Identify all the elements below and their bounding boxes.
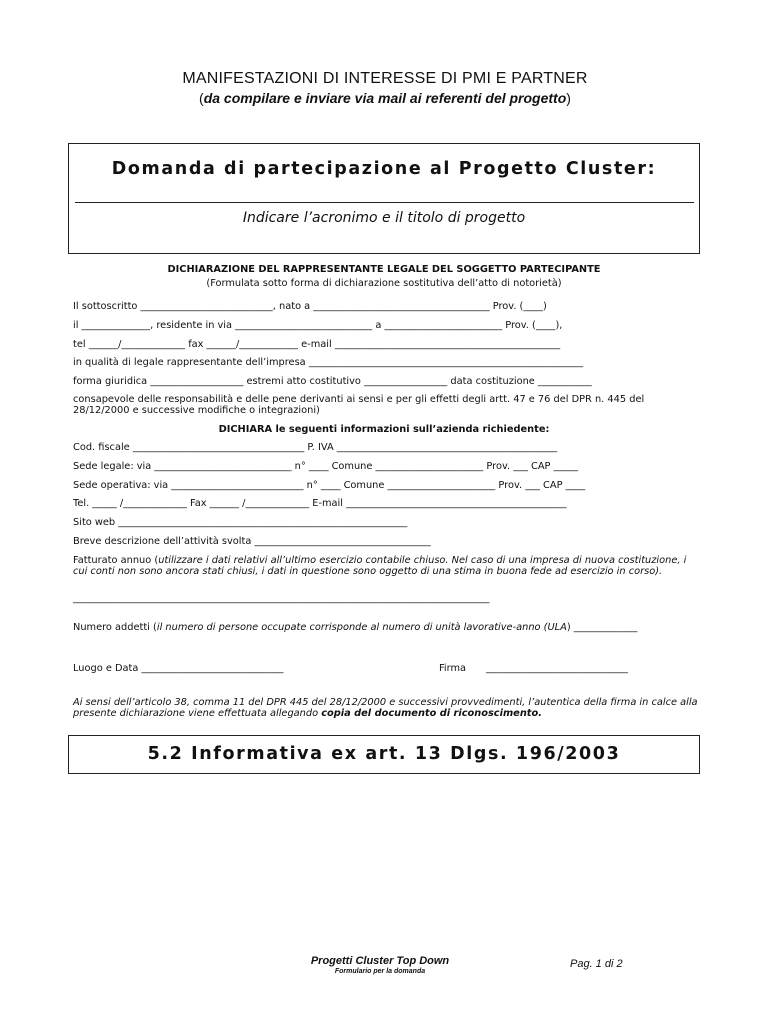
firma-label: Firma <box>439 663 467 674</box>
consapevole-text: consapevole delle responsabilità e delle pene derivanti ai sensi e per gli effetti degli artt. 47 e 76 del DPR n. 445 del 28/12/2000 e successive modifiche o integrazioni) <box>73 394 645 416</box>
document-subtitle: (da compilare e inviare via mail ai referenti del progetto) <box>199 90 571 106</box>
field-line-descrizione: Breve descrizione dell’attività svolta ____________________________________ <box>73 536 431 547</box>
field-line-residenza: il ______________, residente in via ____________________________ a ________________________ Prov. (____), <box>73 320 563 331</box>
project-title-line <box>75 202 694 203</box>
footer-subtitle: Formulario per la domanda <box>334 968 426 975</box>
field-line-forma-giuridica: forma giuridica ___________________ estremi atto costitutivo _________________ data costituzione ___________ <box>73 376 592 387</box>
application-box <box>68 143 700 254</box>
footer-title: Progetti Cluster Top Down <box>310 955 450 967</box>
dichiara-heading: DICHIARA le seguenti informazioni sull’azienda richiedente: <box>218 424 550 435</box>
field-line-sito-web: Sito web ___________________________________________________________ <box>73 517 408 528</box>
field-line-contatti: tel ______/_____________ fax ______/____________ e-mail ______________________________________________ <box>73 339 561 350</box>
field-line-impresa: in qualità di legale rappresentante dell’impresa ________________________________________________________ <box>73 357 584 368</box>
declaration-note: (Formulata sotto forma di dichiarazione sostitutiva dell’atto di notorietà) <box>206 278 562 289</box>
fatturato-text: Fatturato annuo (utilizzare i dati relativi all’ultimo esercizio contabile chiuso. Nel caso di una impresa di nuova costituzione, i cui conti non sono ancora stati chiusi, i dati in questione sono oggetto di una stima in buona fede ad esercizio in corso). <box>73 555 687 577</box>
field-line-sede-operativa: Sede operativa: via ___________________________ n° ____ Comune ______________________ Prov. ___ CAP ____ <box>73 480 586 491</box>
project-title-hint: Indicare l’acronimo e il titolo di progetto <box>242 210 526 226</box>
field-line-telefono: Tel. _____ /_____________ Fax ______ /_____________ E-mail _____________________________________________ <box>73 498 567 509</box>
firma-line: _____________________________ <box>486 663 629 674</box>
luogo-data-field: Luogo e Data _____________________________ <box>73 663 284 674</box>
declaration-title: DICHIARAZIONE DEL RAPPRESENTANTE LEGALE DEL SOGGETTO PARTECIPANTE <box>167 264 601 275</box>
legal-note: Ai sensi dell’articolo 38, comma 11 del DPR 445 del 28/12/2000 e successivi provvedimenti, l’autentica della firma in calce alla presente dichiarazione viene effettuata allegando copia del documento di riconoscimento. <box>73 697 698 719</box>
addetti-text: Numero addetti (il numero di persone occupate corrisponde al numero di unità lavorative-anno (ULA) _____________ <box>73 622 638 633</box>
field-line-sottoscritto: Il sottoscritto ___________________________, nato a ____________________________________ Prov. (____) <box>73 301 547 312</box>
field-line-codice-fiscale: Cod. fiscale ___________________________________ P. IVA _____________________________________________ <box>73 442 558 453</box>
fatturato-line: _____________________________________________________________________________________ <box>73 593 490 604</box>
page-number: Pag. 1 di 2 <box>570 958 623 970</box>
section-heading-box: 5.2 Informativa ex art. 13 Dlgs. 196/2003 <box>68 735 700 774</box>
document-title: MANIFESTAZIONI DI INTERESSE DI PMI E PARTNER <box>182 70 588 87</box>
application-heading: Domanda di partecipazione al Progetto Cluster: <box>111 159 657 179</box>
field-line-sede-legale: Sede legale: via ____________________________ n° ____ Comune ______________________ Prov. ___ CAP _____ <box>73 461 579 472</box>
